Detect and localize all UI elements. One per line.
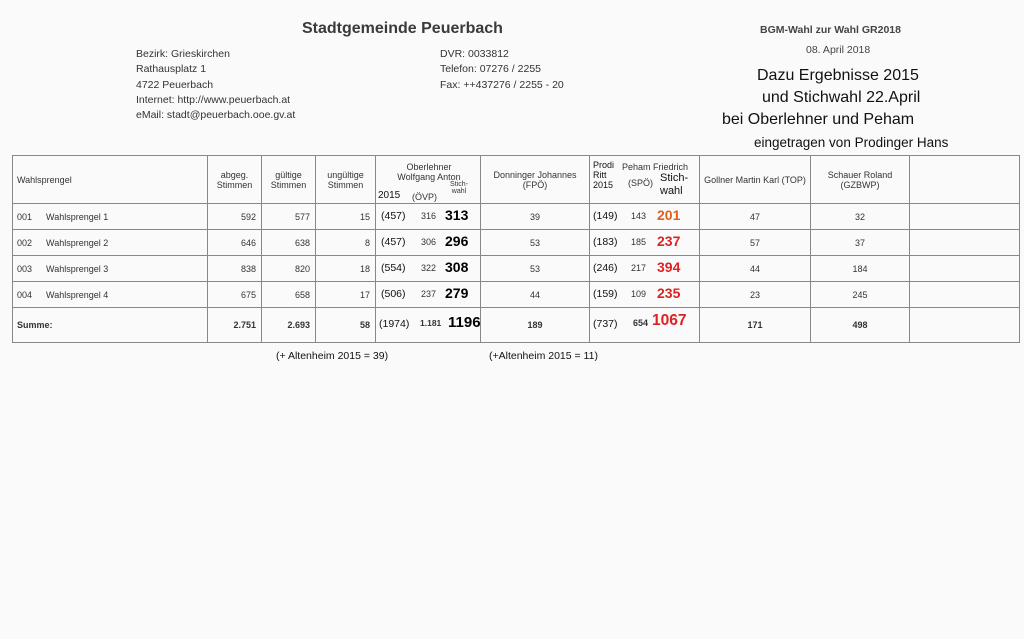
header-donninger: Donninger Johannes (FPÖ) bbox=[481, 156, 590, 204]
cell-donninger: 189 bbox=[481, 308, 590, 343]
cell-sprengel bbox=[13, 256, 208, 282]
summe-label: Summe: bbox=[17, 320, 53, 330]
cell-gueltig: 2.693 bbox=[262, 308, 316, 343]
value-2018: 143 bbox=[631, 211, 647, 221]
cell-gollner: 57 bbox=[700, 230, 811, 256]
cell-empty bbox=[910, 256, 1020, 282]
value-stichwahl: 313 bbox=[445, 207, 469, 223]
cell-empty bbox=[910, 204, 1020, 230]
value-2015: (506) bbox=[381, 288, 406, 300]
header-empty bbox=[910, 156, 1020, 204]
value-2018: 1.181 bbox=[420, 318, 442, 328]
header-label: Oberlehner Wolfgang Anton bbox=[397, 162, 461, 182]
value-stichwahl: 237 bbox=[657, 233, 681, 249]
cell-schauer: 32 bbox=[811, 204, 910, 230]
value-stichwahl: 1196 bbox=[448, 314, 481, 331]
sprengel-name: Wahlsprengel 3 bbox=[46, 263, 109, 274]
value-2018: 322 bbox=[421, 263, 437, 273]
value-2015: (737) bbox=[593, 318, 618, 330]
header-2015: 2015 bbox=[378, 190, 401, 201]
value-2018: 316 bbox=[421, 211, 437, 221]
value-stichwahl: 201 bbox=[657, 207, 681, 223]
header-party: (SPÖ) bbox=[628, 178, 654, 188]
cell-sprengel bbox=[13, 230, 208, 256]
cell-abgeg: 592 bbox=[208, 204, 262, 230]
value-stichwahl: 296 bbox=[445, 233, 469, 249]
summary-row bbox=[13, 308, 1020, 343]
sprengel-name: Wahlsprengel 4 bbox=[46, 289, 109, 300]
cell-abgeg: 2.751 bbox=[208, 308, 262, 343]
cell-ungueltig: 58 bbox=[316, 308, 376, 343]
cell-gueltig: 638 bbox=[262, 230, 316, 256]
cell-schauer: 184 bbox=[811, 256, 910, 282]
header-abgeg: abgeg. Stimmen bbox=[208, 156, 262, 204]
table-row bbox=[13, 204, 1020, 230]
header-prodi: Prodi Ritt 2015 bbox=[593, 160, 615, 190]
table-row bbox=[13, 282, 1020, 308]
cell-ungueltig: 17 bbox=[316, 282, 376, 308]
table-row bbox=[13, 230, 1020, 256]
altenheim-note-oberlehner: (+ Altenheim 2015 = 39) bbox=[276, 350, 389, 362]
value-stichwahl: 308 bbox=[445, 259, 469, 275]
handwritten-note-line: eingetragen von Prodinger Hans bbox=[754, 135, 949, 150]
cell-peham bbox=[590, 308, 700, 343]
contact-block bbox=[440, 47, 564, 93]
value-stichwahl: 1067 bbox=[652, 312, 687, 329]
cell-empty bbox=[910, 230, 1020, 256]
cell-empty bbox=[910, 282, 1020, 308]
cell-sprengel bbox=[13, 204, 208, 230]
cell-peham bbox=[590, 230, 700, 256]
cell-schauer: 245 bbox=[811, 282, 910, 308]
value-2015: (159) bbox=[593, 288, 618, 300]
cell-peham bbox=[590, 256, 700, 282]
value-2015: (457) bbox=[381, 210, 406, 222]
address-line: 4722 Peuerbach bbox=[136, 78, 214, 91]
header-ungueltig: ungültige Stimmen bbox=[316, 156, 376, 204]
value-stichwahl: 394 bbox=[657, 259, 681, 275]
cell-donninger: 53 bbox=[481, 256, 590, 282]
cell-oberlehner bbox=[376, 282, 481, 308]
header-label: Wahlsprengel bbox=[17, 174, 72, 185]
header-gueltig: gültige Stimmen bbox=[262, 156, 316, 204]
value-stichwahl: 279 bbox=[445, 285, 469, 301]
value-stichwahl: 235 bbox=[657, 285, 681, 301]
cell-ungueltig: 8 bbox=[316, 230, 376, 256]
cell-abgeg: 675 bbox=[208, 282, 262, 308]
handwritten-note-line: und Stichwahl 22.April bbox=[762, 89, 921, 106]
cell-oberlehner bbox=[376, 204, 481, 230]
contact-line: DVR: 0033812 bbox=[440, 48, 509, 60]
cell-abgeg: 838 bbox=[208, 256, 262, 282]
address-line: eMail: stadt@peuerbach.ooe.gv.at bbox=[136, 109, 296, 122]
sprengel-name: Wahlsprengel 2 bbox=[46, 237, 109, 248]
cell-gollner: 171 bbox=[700, 308, 811, 343]
address-line: Internet: http://www.peuerbach.at bbox=[136, 93, 291, 106]
results-table bbox=[12, 155, 1020, 343]
value-2018: 306 bbox=[421, 237, 437, 247]
header-stich: Stich- wahl bbox=[450, 181, 468, 195]
cell-schauer: 37 bbox=[811, 230, 910, 256]
handwritten-note-line: bei Oberlehner und Peham bbox=[722, 111, 915, 128]
cell-gueltig: 820 bbox=[262, 256, 316, 282]
cell-ungueltig: 18 bbox=[316, 256, 376, 282]
table-header-row bbox=[13, 156, 1020, 204]
cell-donninger: 44 bbox=[481, 282, 590, 308]
cell-peham bbox=[590, 282, 700, 308]
header-label: Peham Friedrich bbox=[622, 162, 689, 172]
cell-oberlehner bbox=[376, 308, 481, 343]
value-2018: 185 bbox=[631, 237, 647, 247]
address-block bbox=[136, 47, 295, 123]
header-peham bbox=[590, 156, 700, 204]
header-stichwahl: Stich- wahl bbox=[660, 172, 689, 197]
sprengel-nr: 003 bbox=[17, 263, 33, 274]
sprengel-name: Wahlsprengel 1 bbox=[46, 211, 109, 222]
sprengel-nr: 004 bbox=[17, 289, 33, 300]
table-row bbox=[13, 256, 1020, 282]
page-title: Stadtgemeinde Peuerbach bbox=[302, 20, 503, 37]
address-line: Bezirk: Grieskirchen bbox=[136, 48, 230, 60]
value-2018: 237 bbox=[421, 289, 437, 299]
cell-donninger: 53 bbox=[481, 230, 590, 256]
value-2015: (149) bbox=[593, 210, 618, 222]
cell-gueltig: 658 bbox=[262, 282, 316, 308]
value-2015: (554) bbox=[381, 262, 406, 274]
cell-gollner: 23 bbox=[700, 282, 811, 308]
sprengel-nr: 002 bbox=[17, 237, 33, 248]
cell-ungueltig: 15 bbox=[316, 204, 376, 230]
cell-gueltig: 577 bbox=[262, 204, 316, 230]
cell-gollner: 44 bbox=[700, 256, 811, 282]
sprengel-nr: 001 bbox=[17, 211, 33, 222]
handwritten-note-line: Dazu Ergebnisse 2015 bbox=[757, 67, 919, 84]
cell-gollner: 47 bbox=[700, 204, 811, 230]
cell-empty bbox=[910, 308, 1020, 343]
cell-donninger: 39 bbox=[481, 204, 590, 230]
value-2018: 217 bbox=[631, 263, 647, 273]
cell-summe-label bbox=[13, 308, 208, 343]
cell-oberlehner bbox=[376, 230, 481, 256]
header-oberlehner bbox=[376, 156, 481, 204]
header-gollner: Gollner Martin Karl (TOP) bbox=[700, 156, 811, 204]
value-2015: (183) bbox=[593, 236, 618, 248]
value-2015: (457) bbox=[381, 236, 406, 248]
value-2015: (246) bbox=[593, 262, 618, 274]
value-2018: 654 bbox=[633, 318, 649, 328]
contact-line: Telefon: 07276 / 2255 bbox=[440, 63, 542, 76]
contact-line: Fax: ++437276 / 2255 - 20 bbox=[440, 78, 564, 91]
election-date: 08. April 2018 bbox=[806, 44, 871, 56]
cell-peham bbox=[590, 204, 700, 230]
header-schauer: Schauer Roland (GZBWP) bbox=[811, 156, 910, 204]
header-sprengel bbox=[13, 156, 208, 204]
election-title: BGM-Wahl zur Wahl GR2018 bbox=[760, 24, 901, 36]
altenheim-note-peham: (+Altenheim 2015 = 11) bbox=[489, 350, 598, 362]
cell-oberlehner bbox=[376, 256, 481, 282]
cell-schauer: 498 bbox=[811, 308, 910, 343]
cell-abgeg: 646 bbox=[208, 230, 262, 256]
cell-sprengel bbox=[13, 282, 208, 308]
value-2018: 109 bbox=[631, 289, 647, 299]
address-line: Rathausplatz 1 bbox=[136, 63, 207, 76]
header-party: (ÖVP) bbox=[412, 192, 438, 202]
value-2015: (1974) bbox=[379, 318, 410, 330]
